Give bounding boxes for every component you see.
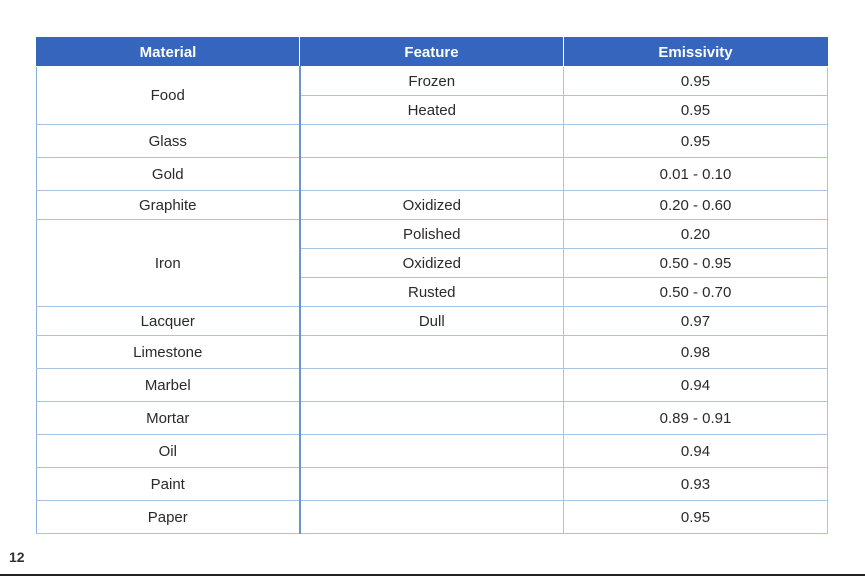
feature-cell: Oxidized [300, 191, 564, 220]
feature-cell [300, 501, 564, 534]
feature-cell: Frozen [300, 67, 564, 96]
emissivity-cell: 0.89 - 0.91 [564, 402, 828, 435]
feature-cell [300, 468, 564, 501]
emissivity-cell: 0.98 [564, 336, 828, 369]
table-row [37, 336, 828, 369]
table-row [37, 402, 828, 435]
emissivity-cell: 0.93 [564, 468, 828, 501]
material-cell: Paint [37, 468, 300, 501]
feature-cell [300, 336, 564, 369]
feature-cell [300, 125, 564, 158]
emissivity-table [36, 37, 828, 534]
header-material: Material [37, 38, 300, 67]
feature-cell: Rusted [300, 278, 564, 307]
table-row [37, 158, 828, 191]
feature-cell [300, 402, 564, 435]
table-row [37, 435, 828, 468]
emissivity-cell: 0.94 [564, 369, 828, 402]
material-cell: Limestone [37, 336, 300, 369]
table-row [37, 220, 828, 249]
emissivity-cell: 0.01 - 0.10 [564, 158, 828, 191]
emissivity-cell: 0.97 [564, 307, 828, 336]
emissivity-cell: 0.95 [564, 96, 828, 125]
material-cell: Mortar [37, 402, 300, 435]
feature-cell: Polished [300, 220, 564, 249]
material-cell: Iron [37, 220, 300, 307]
table-row [37, 369, 828, 402]
material-cell: Oil [37, 435, 300, 468]
feature-cell [300, 158, 564, 191]
emissivity-cell: 0.20 - 0.60 [564, 191, 828, 220]
feature-cell: Oxidized [300, 249, 564, 278]
emissivity-cell: 0.50 - 0.70 [564, 278, 828, 307]
table-row [37, 125, 828, 158]
emissivity-cell: 0.20 [564, 220, 828, 249]
material-cell: Food [37, 67, 300, 125]
feature-cell: Heated [300, 96, 564, 125]
material-cell: Gold [37, 158, 300, 191]
material-cell: Paper [37, 501, 300, 534]
emissivity-cell: 0.50 - 0.95 [564, 249, 828, 278]
page-number: 12 [9, 549, 25, 565]
table-row [37, 501, 828, 534]
material-cell: Glass [37, 125, 300, 158]
material-cell: Graphite [37, 191, 300, 220]
emissivity-cell: 0.95 [564, 501, 828, 534]
header-feature: Feature [300, 38, 564, 67]
material-cell: Marbel [37, 369, 300, 402]
emissivity-cell: 0.95 [564, 67, 828, 96]
feature-cell [300, 369, 564, 402]
footer-divider [0, 574, 865, 576]
emissivity-cell: 0.95 [564, 125, 828, 158]
material-cell: Lacquer [37, 307, 300, 336]
feature-cell: Dull [300, 307, 564, 336]
header-emissivity: Emissivity [564, 38, 828, 67]
emissivity-cell: 0.94 [564, 435, 828, 468]
table-header-row [37, 38, 828, 67]
table-row [37, 191, 828, 220]
table-row [37, 67, 828, 96]
feature-cell [300, 435, 564, 468]
table-row [37, 468, 828, 501]
table-row [37, 307, 828, 336]
